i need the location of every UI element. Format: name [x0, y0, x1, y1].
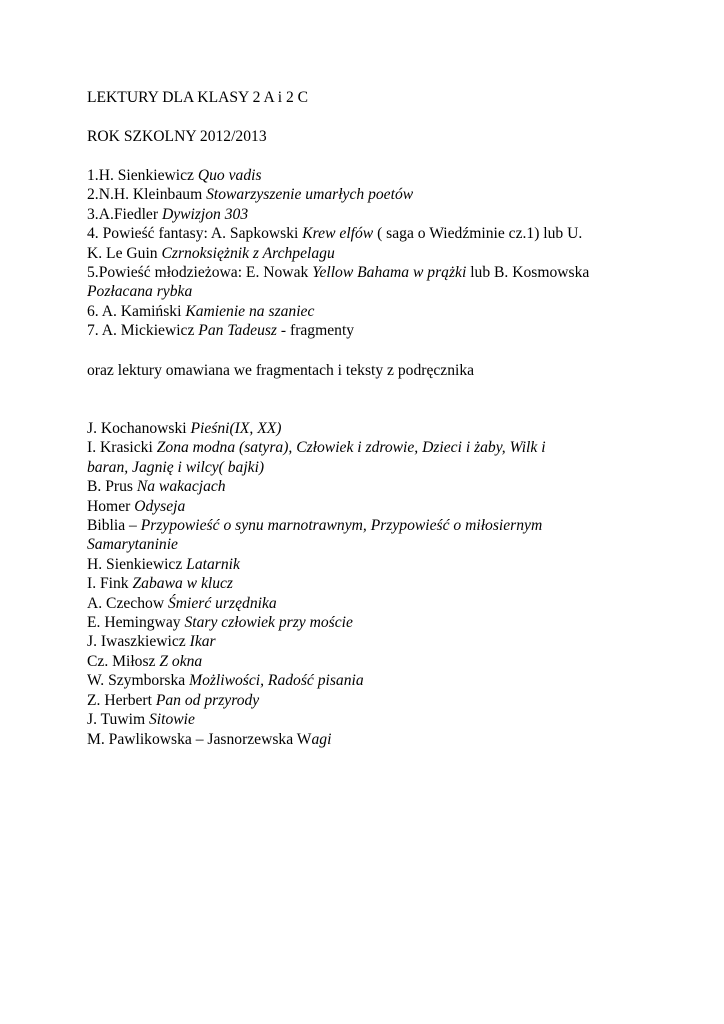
- list-item-line: [87, 574, 647, 593]
- work-title: Stary człowiek przy moście: [184, 614, 353, 632]
- list-item-line: [87, 613, 647, 632]
- work-title: Stowarzyszenie umarłych poetów: [206, 186, 414, 204]
- list-item-line: [87, 710, 647, 729]
- list-item-line: [87, 205, 647, 224]
- list-item: [87, 263, 647, 302]
- work-title: Ikar: [189, 633, 216, 651]
- list-item-line: [87, 321, 647, 340]
- required-reading-list: [87, 166, 647, 341]
- work-title: Pan Tadeusz: [198, 322, 278, 340]
- list-item-line: [87, 166, 647, 185]
- work-title: Quo vadis: [197, 167, 262, 184]
- author-text: I. Krasicki: [87, 439, 157, 457]
- list-item: [87, 574, 647, 593]
- author-text: J. Iwaszkiewicz: [87, 633, 190, 651]
- list-item-continuation: [87, 458, 647, 477]
- author-text: 1.H. Sienkiewicz: [87, 167, 198, 184]
- work-title: Dywizjon 303: [161, 205, 249, 223]
- author-text: H. Sienkiewicz: [87, 555, 187, 573]
- item-note: - fragmenty: [277, 322, 355, 340]
- list-item-continuation: [87, 282, 647, 301]
- list-item-line: [87, 594, 647, 613]
- list-item-line: [87, 477, 647, 496]
- list-item: [87, 205, 647, 224]
- list-item-line: [87, 497, 647, 516]
- list-item: [87, 652, 647, 671]
- note-text: oraz lektury omawiana we fragmentach i teksty z podręcznika: [87, 362, 475, 379]
- work-title: Latarnik: [186, 555, 240, 573]
- list-item: [87, 691, 647, 710]
- work-title: Pan od przyrody: [155, 691, 260, 709]
- author-text: 5.Powieść młodzieżowa: E. Nowak: [87, 264, 313, 282]
- list-item: [87, 497, 647, 516]
- list-item: [87, 613, 647, 632]
- author-text: Z. Herbert: [87, 691, 156, 709]
- work-title: Pieśni(IX, XX): [190, 420, 282, 437]
- author-text: J. Kochanowski: [87, 420, 191, 437]
- work-title: Przypowieść o synu marnotrawnym, Przypowieść o miłosiernym: [140, 517, 543, 535]
- author-text: K. Le Guin: [87, 244, 162, 262]
- list-item: [87, 555, 647, 574]
- fragments-reading-list: [87, 419, 647, 749]
- list-item-continuation: [87, 244, 647, 263]
- list-item: [87, 224, 647, 263]
- school-year-text: ROK SZKOLNY 2012/2013: [87, 128, 267, 145]
- author-text: B. Prus: [87, 478, 137, 496]
- document-heading: [87, 88, 647, 107]
- author-text: W. Szymborska: [87, 672, 190, 690]
- list-item: [87, 185, 647, 204]
- list-item-continuation: [87, 535, 647, 554]
- list-item: [87, 438, 647, 477]
- list-item-line: [87, 555, 647, 574]
- work-title: Śmierć urzędnika: [167, 594, 277, 612]
- list-item: [87, 477, 647, 496]
- author-text: 3.A.Fiedler: [87, 205, 162, 223]
- author-text: E. Hemingway: [87, 614, 185, 632]
- work-title: Odyseja: [134, 497, 186, 515]
- item-note: ( saga o Wiedźminie cz.1) lub U.: [373, 225, 583, 243]
- work-title: baran, Jagnię i wilcy( bajki): [87, 458, 265, 476]
- work-title: Na wakacjach: [136, 478, 226, 496]
- work-title: Z okna: [159, 652, 203, 670]
- author-text: 7. A. Mickiewicz: [87, 322, 199, 340]
- list-item-line: [87, 263, 647, 282]
- author-text: J. Tuwim: [87, 711, 149, 729]
- work-title: Zabawa w klucz: [132, 575, 233, 593]
- list-item-line: [87, 185, 647, 204]
- work-title: Samarytaninie: [87, 536, 178, 554]
- author-text: I. Fink: [87, 575, 133, 593]
- work-title: Sitowie: [148, 711, 195, 729]
- list-item: [87, 671, 647, 690]
- work-title: Zona modna (satyra), Człowiek i zdrowie, Dzieci i żaby, Wilk i: [156, 439, 546, 457]
- work-title: Czrnoksiężnik z Archpelagu: [161, 244, 335, 262]
- author-text: Cz. Miłosz: [87, 652, 160, 670]
- school-year: [87, 127, 647, 146]
- list-item-line: [87, 632, 647, 651]
- author-text: 4. Powieść fantasy: A. Sapkowski: [87, 225, 303, 243]
- item-note: lub B. Kosmowska: [466, 264, 590, 282]
- author-text: 2.N.H. Kleinbaum: [87, 186, 207, 204]
- heading-text: LEKTURY DLA KLASY 2 A i 2 C: [87, 89, 309, 106]
- list-item-line: [87, 671, 647, 690]
- list-item: [87, 166, 647, 185]
- author-text: 6. A. Kamiński: [87, 302, 186, 320]
- list-item-line: [87, 224, 647, 243]
- work-title: Możliwości, Radość pisania: [189, 672, 364, 690]
- list-item-line: [87, 516, 647, 535]
- list-item: [87, 321, 647, 340]
- list-item: [87, 419, 647, 438]
- list-item: [87, 632, 647, 651]
- author-text: M. Pawlikowska – Jasnorzewska W: [87, 730, 312, 748]
- list-item-line: [87, 419, 647, 438]
- list-item-line: [87, 730, 647, 749]
- list-item: [87, 302, 647, 321]
- list-item: [87, 710, 647, 729]
- fragments-note: [87, 361, 647, 380]
- work-title: Krew elfów: [302, 225, 374, 243]
- list-item-line: [87, 438, 647, 457]
- list-item-line: [87, 302, 647, 321]
- list-item: [87, 594, 647, 613]
- author-text: Homer: [87, 497, 135, 515]
- list-item: [87, 730, 647, 749]
- work-title: Yellow Bahama w prążki: [312, 264, 467, 282]
- work-title: Kamienie na szaniec: [185, 302, 315, 320]
- work-title: agi: [311, 730, 332, 748]
- work-title: Pozłacana rybka: [87, 283, 193, 301]
- list-item-line: [87, 652, 647, 671]
- list-item: [87, 516, 647, 555]
- list-item-line: [87, 691, 647, 710]
- author-text: A. Czechow: [87, 594, 168, 612]
- author-text: Biblia –: [87, 517, 141, 535]
